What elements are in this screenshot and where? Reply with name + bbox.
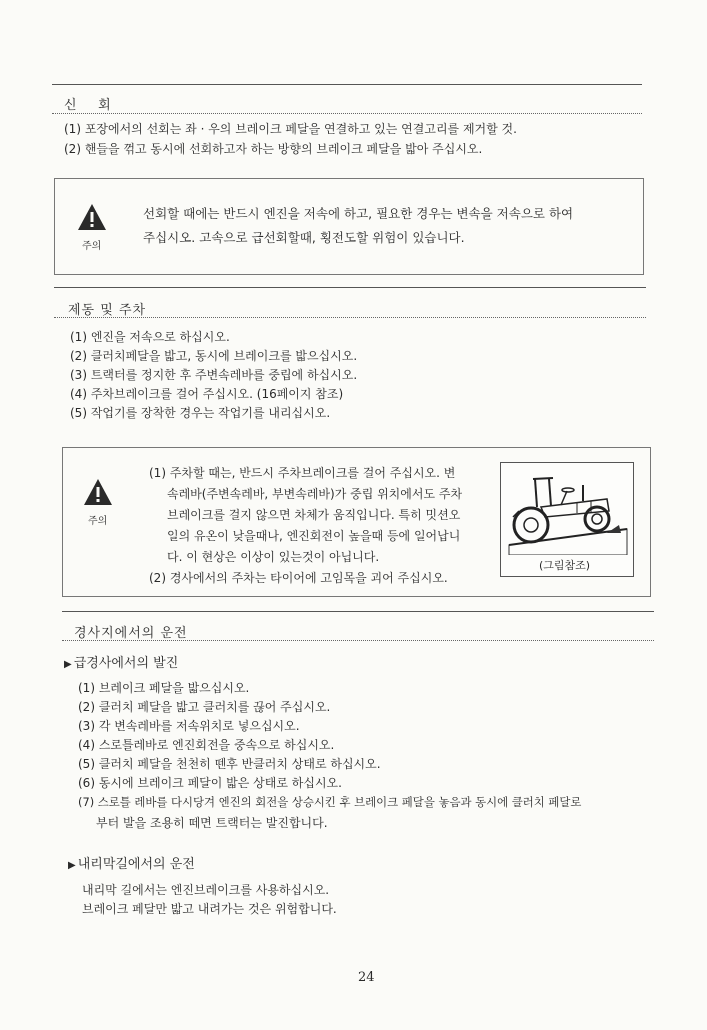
parking-caution-line-1: (1) 주차할 때는, 반드시 주차브레이크를 걸어 주십시오. 변 bbox=[149, 466, 456, 480]
page-number: 24 bbox=[358, 970, 375, 985]
subsection-title-start bbox=[64, 652, 178, 671]
section-top-rule bbox=[62, 611, 654, 612]
section-title-underline bbox=[62, 640, 654, 641]
section-title-underline bbox=[52, 113, 642, 114]
section-title-braking: 제동 및 주차 bbox=[68, 303, 147, 318]
slope-start-item-3: (3) 각 변속레바를 저속위치로 넣으십시오. bbox=[78, 719, 300, 733]
slope-start-item-7: (7) 스로틀 레바를 다시당겨 엔진의 회전을 상승시킨 후 브레이크 페달을 놓음과 동시에 클러치 페달로 bbox=[78, 795, 582, 809]
slope-start-item-5: (5) 클러치 페달을 천천히 뗀후 반클러치 상태로 하십시오. bbox=[78, 757, 381, 771]
slope-start-item-2: (2) 클러치 페달을 밟고 클러치를 끊어 주십시오. bbox=[78, 700, 331, 714]
turning-item-2: (2) 핸들을 꺾고 동시에 선회하고자 하는 방향의 브레이크 페달을 밟아 주십시오. bbox=[64, 142, 483, 156]
braking-item-3: (3) 트랙터를 정지한 후 주변속레바를 중립에 하십시오. bbox=[70, 368, 358, 382]
tractor-on-slope-icon bbox=[507, 471, 629, 555]
section-title-underline bbox=[54, 317, 646, 318]
section-top-rule bbox=[54, 287, 646, 288]
section-title-slope: 경사지에서의 운전 bbox=[74, 626, 188, 641]
caution-label: 주의 bbox=[88, 516, 108, 527]
slope-start-item-6: (6) 동시에 브레이크 페달이 밟은 상태로 하십시오. bbox=[78, 776, 342, 790]
slope-start-item-7-cont: 부터 발을 조용히 떼면 트랙터는 발진합니다. bbox=[96, 816, 328, 830]
parking-caution-line-5: 다. 이 현상은 이상이 있는것이 아닙니다. bbox=[167, 550, 380, 564]
parking-caution-line-2: 속레바(주변속레바, 부변속레바)가 중립 위치에서도 주차 bbox=[167, 487, 463, 501]
parking-caution-line-6: (2) 경사에서의 주차는 타이어에 고임목을 괴어 주십시오. bbox=[149, 571, 448, 585]
turning-item-1: (1) 포장에서의 선회는 좌 · 우의 브레이크 페달을 연결하고 있는 연결고리를 제거할 것. bbox=[64, 122, 517, 136]
caution-line-2: 주십시오. 고속으로 급선회할때, 횡전도할 위험이 있습니다. bbox=[143, 230, 465, 245]
downhill-item-2: 브레이크 페달만 밟고 내려가는 것은 위험합니다. bbox=[82, 902, 337, 916]
tractor-figure bbox=[500, 462, 634, 577]
braking-item-2: (2) 클러치페달을 밟고, 동시에 브레이크를 밟으십시오. bbox=[70, 349, 358, 363]
caution-box-parking bbox=[62, 447, 651, 597]
subsection-title-downhill-text: 내리막길에서의 운전 bbox=[77, 857, 195, 872]
warning-triangle-icon bbox=[83, 478, 113, 506]
subsection-title-downhill bbox=[68, 853, 195, 872]
section-top-rule bbox=[52, 84, 642, 85]
section-title-turning: 신 회 bbox=[64, 98, 112, 113]
warning-triangle-icon bbox=[77, 203, 107, 231]
figure-caption: (그림참조) bbox=[539, 559, 591, 572]
slope-start-item-4: (4) 스로틀레바로 엔진회전을 중속으로 하십시오. bbox=[78, 738, 335, 752]
slope-start-item-1: (1) 브레이크 페달을 밟으십시오. bbox=[78, 681, 250, 695]
caution-label: 주의 bbox=[82, 241, 102, 252]
triangle-pointer-icon: ▶ bbox=[64, 659, 72, 670]
parking-caution-line-3: 브레이크를 걸지 않으면 차체가 움직입니다. 특히 밋션오 bbox=[167, 508, 461, 522]
caution-box-turning bbox=[54, 178, 644, 275]
caution-line-1: 선회할 때에는 반드시 엔진을 저속에 하고, 필요한 경우는 변속을 저속으로 하여 bbox=[143, 206, 574, 221]
subsection-title-start-text: 급경사에서의 발진 bbox=[73, 656, 179, 671]
braking-item-5: (5) 작업기를 장착한 경우는 작업기를 내리십시오. bbox=[70, 406, 331, 420]
triangle-pointer-icon: ▶ bbox=[68, 860, 76, 871]
parking-caution-line-4: 일의 유온이 낮을때나, 엔진회전이 높을때 등에 일어납니 bbox=[167, 529, 461, 543]
braking-item-4: (4) 주차브레이크를 걸어 주십시오. (16페이지 참조) bbox=[70, 387, 344, 401]
braking-item-1: (1) 엔진을 저속으로 하십시오. bbox=[70, 330, 230, 344]
downhill-item-1: 내리막 길에서는 엔진브레이크를 사용하십시오. bbox=[82, 883, 330, 897]
